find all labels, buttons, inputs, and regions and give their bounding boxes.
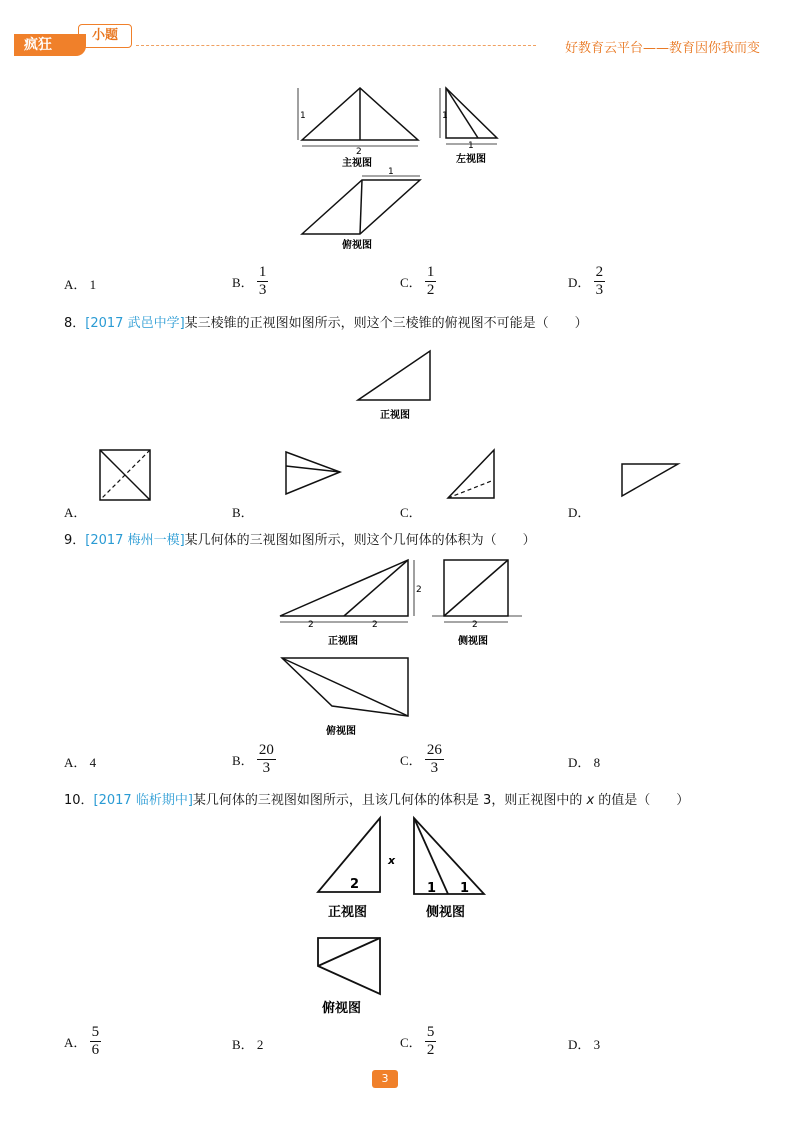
q8-front-caption: 正视图 (380, 410, 410, 421)
q10-stem: 10．[2017 临析期中]某几何体的三视图如图所示，且该几何体的体积是 3，则正视图中的 x 的值是（ ） (64, 793, 690, 808)
q10-front-view (318, 818, 380, 892)
q7-height-label: 1 (300, 111, 306, 121)
q7-width-label: 2 (356, 147, 362, 157)
q10-figure (310, 812, 500, 1022)
q7-option-a[interactable]: A． 1 (64, 277, 97, 292)
q7-option-b[interactable]: B． $\frac{1}{3}$ (232, 264, 267, 298)
q10-front-base-label: 2 (350, 877, 360, 892)
header-slogan: 好教育云平台——教育因你我而变 (564, 41, 760, 56)
q9-top-caption: 俯视图 (326, 726, 356, 737)
page-number: 3 (372, 1070, 398, 1088)
q8-option-c[interactable]: C． (400, 505, 422, 520)
q10-front-caption: 正视图 (328, 905, 368, 920)
q9-stem: 9．[2017 梅州一模]某几何体的三视图如图所示，则这个几何体的体积为（ ） (64, 533, 536, 548)
q9-option-a[interactable]: A． 4 (64, 755, 97, 770)
q7-top-caption: 俯视图 (342, 240, 372, 251)
q8-option-b[interactable]: B． (232, 505, 254, 520)
q8-option-a[interactable]: A． (64, 505, 87, 520)
q9-option-b[interactable]: B． $\frac{20}{3}$ (232, 742, 274, 776)
q9-side-caption: 侧视图 (458, 636, 488, 647)
header-tab: 小题 (78, 24, 132, 48)
q9-side-width-label: 2 (472, 620, 478, 630)
q9-height-label: 2 (416, 585, 422, 595)
q8-option-c-figure (442, 446, 502, 504)
q10-top-caption: 俯视图 (322, 1001, 362, 1016)
q7-front-caption: 主视图 (342, 158, 372, 169)
q9-front-caption: 正视图 (328, 636, 358, 647)
q10-option-a[interactable]: A． $\frac{5}{6}$ (64, 1024, 100, 1058)
q7-left-width-label: 1 (468, 141, 474, 151)
q7-left-view (446, 88, 497, 138)
q10-x-label: x (388, 854, 396, 867)
q9-front-view (280, 560, 408, 616)
header-divider (136, 45, 536, 46)
q10-option-d[interactable]: D． 3 (568, 1037, 601, 1052)
q10-option-b[interactable]: B． 2 (232, 1037, 264, 1052)
q10-side-view (414, 818, 484, 894)
header-badge: 疯狂 (14, 34, 86, 56)
q7-top-width-label: 1 (388, 167, 394, 177)
q8-option-d[interactable]: D． (568, 505, 591, 520)
q7-left-height-label: 1 (442, 111, 448, 121)
q8-front-figure (350, 346, 440, 426)
q7-option-d[interactable]: D． $\frac{2}{3}$ (568, 264, 604, 298)
q9-dim-1: 2 (308, 620, 314, 630)
q9-dim-2: 2 (372, 620, 378, 630)
q8-option-a-figure (96, 446, 156, 504)
q9-figure (272, 554, 532, 740)
q9-option-c[interactable]: C． $\frac{26}{3}$ (400, 742, 442, 776)
q10-side-base-label-2: 1 (460, 881, 470, 896)
q8-option-b-figure (280, 448, 346, 498)
q10-top-view (318, 938, 380, 994)
q9-option-d[interactable]: D． 8 (568, 755, 601, 770)
q7-left-caption: 左视图 (456, 154, 486, 165)
q10-side-caption: 侧视图 (426, 905, 466, 920)
q7-figure (290, 80, 510, 260)
q7-option-c[interactable]: C． $\frac{1}{2}$ (400, 264, 435, 298)
q10-option-c[interactable]: C． $\frac{5}{2}$ (400, 1024, 435, 1058)
q8-stem: 8．[2017 武邑中学]某三棱锥的正视图如图所示，则这个三棱锥的俯视图不可能是（ ） (64, 316, 588, 331)
q8-option-d-figure (618, 458, 684, 502)
q10-side-base-label-1: 1 (427, 881, 437, 896)
